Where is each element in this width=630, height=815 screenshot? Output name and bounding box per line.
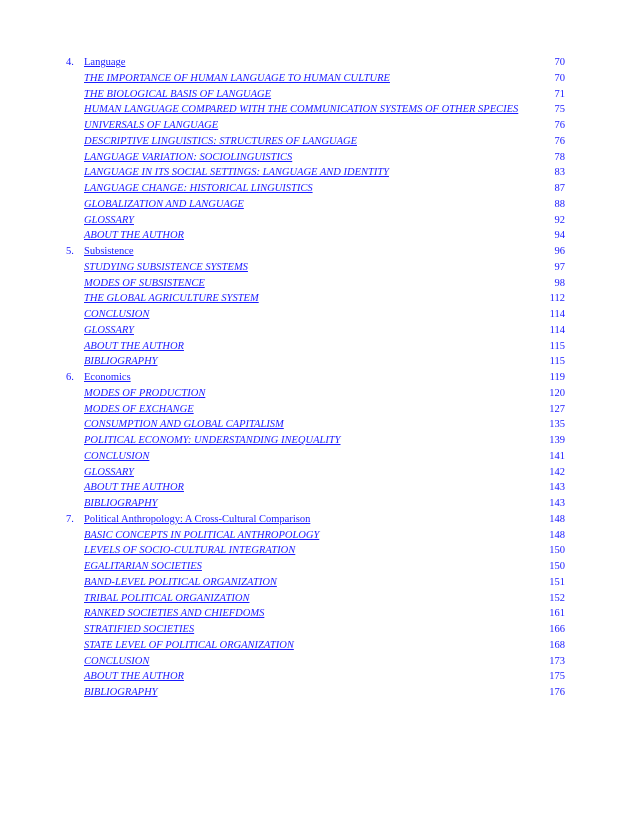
page-number: 152 bbox=[549, 592, 565, 604]
page-number: 76 bbox=[554, 120, 565, 131]
section-title-link[interactable]: POLITICAL ECONOMY: UNDERSTANDING INEQUALITY bbox=[84, 435, 341, 446]
page-number: 148 bbox=[549, 513, 565, 525]
toc-section-row bbox=[0, 165, 630, 181]
page-number: 92 bbox=[554, 214, 565, 226]
page-number: 142 bbox=[549, 466, 565, 478]
section-title-link[interactable]: GLOBALIZATION AND LANGUAGE bbox=[84, 198, 244, 210]
toc-section-row bbox=[0, 87, 630, 103]
chapter-title-link[interactable]: Language bbox=[84, 57, 126, 68]
page-number: 87 bbox=[554, 183, 565, 194]
toc-section-row bbox=[0, 181, 630, 197]
page-number: 166 bbox=[549, 624, 565, 635]
section-title-link[interactable]: CONCLUSION bbox=[84, 450, 150, 462]
toc-section-row bbox=[0, 71, 630, 87]
page-number: 173 bbox=[549, 655, 565, 667]
toc-section-row bbox=[0, 559, 630, 575]
section-title-link[interactable]: MODES OF SUBSISTENCE bbox=[84, 277, 205, 289]
chapter-title-link[interactable]: Subsistence bbox=[84, 246, 134, 257]
section-title-link[interactable]: ABOUT THE AUTHOR bbox=[84, 340, 184, 352]
page-number: 97 bbox=[554, 261, 565, 273]
section-title-link[interactable]: THE BIOLOGICAL BASIS OF LANGUAGE bbox=[84, 88, 272, 100]
toc-section-row bbox=[0, 606, 630, 622]
toc-section-row bbox=[0, 386, 630, 402]
page-number: 115 bbox=[549, 340, 565, 352]
toc-section-row bbox=[0, 465, 630, 481]
page-number: 175 bbox=[549, 671, 565, 683]
chapter-number: 7. bbox=[66, 513, 74, 525]
page-number: 143 bbox=[549, 498, 565, 509]
section-title-link[interactable]: ABOUT THE AUTHOR bbox=[84, 482, 184, 494]
toc-section-row bbox=[0, 669, 630, 685]
page-number: 119 bbox=[549, 372, 565, 383]
page-number: 70 bbox=[554, 57, 565, 68]
table-of-contents bbox=[0, 55, 630, 701]
section-title-link[interactable]: GLOSSARY bbox=[84, 466, 134, 478]
page-number: 98 bbox=[554, 277, 565, 289]
section-title-link[interactable]: BIBLIOGRAPHY bbox=[84, 356, 158, 368]
section-title-link[interactable]: RANKED SOCIETIES AND CHIEFDOMS bbox=[84, 608, 265, 620]
chapter-number: 4. bbox=[66, 57, 74, 68]
page-number: 148 bbox=[549, 529, 565, 541]
section-title-link[interactable]: TRIBAL POLITICAL ORGANIZATION bbox=[84, 592, 250, 604]
section-title-link[interactable]: BIBLIOGRAPHY bbox=[84, 687, 158, 698]
section-title-link[interactable]: ABOUT THE AUTHOR bbox=[84, 230, 184, 242]
page-number: 76 bbox=[554, 135, 565, 147]
toc-section-row bbox=[0, 622, 630, 638]
section-title-link[interactable]: STUDYING SUBSISTENCE SYSTEMS bbox=[84, 261, 248, 273]
chapter-number: 6. bbox=[66, 372, 74, 383]
section-title-link[interactable]: LANGUAGE CHANGE: HISTORICAL LINGUISTICS bbox=[84, 183, 313, 194]
toc-section-row bbox=[0, 323, 630, 339]
toc-section-row bbox=[0, 480, 630, 496]
page-number: 71 bbox=[554, 88, 565, 100]
section-title-link[interactable]: LANGUAGE IN ITS SOCIAL SETTINGS: LANGUAGE AND IDENTITY bbox=[84, 167, 390, 179]
page-number: 135 bbox=[549, 419, 565, 431]
chapter-number: 5. bbox=[66, 246, 74, 257]
page-number: 141 bbox=[549, 450, 565, 462]
toc-section-row bbox=[0, 291, 630, 307]
toc-section-row bbox=[0, 496, 630, 512]
page-number: 114 bbox=[549, 309, 565, 320]
toc-chapter-row bbox=[0, 512, 630, 528]
toc-section-row bbox=[0, 575, 630, 591]
section-title-link[interactable]: STRATIFIED SOCIETIES bbox=[84, 624, 195, 635]
section-title-link[interactable]: LEVELS OF SOCIO-CULTURAL INTEGRATION bbox=[84, 545, 296, 557]
section-title-link[interactable]: THE IMPORTANCE OF HUMAN LANGUAGE TO HUMAN CULTURE bbox=[84, 72, 390, 84]
page-number: 139 bbox=[549, 435, 565, 446]
page-number: 127 bbox=[549, 403, 565, 415]
section-title-link[interactable]: UNIVERSALS OF LANGUAGE bbox=[84, 120, 219, 131]
page-number: 150 bbox=[549, 545, 565, 557]
section-title-link[interactable]: BASIC CONCEPTS IN POLITICAL ANTHROPOLOGY bbox=[84, 529, 320, 541]
toc-section-row bbox=[0, 591, 630, 607]
page-number: 75 bbox=[554, 104, 565, 116]
page-number: 94 bbox=[554, 230, 565, 242]
section-title-link[interactable]: GLOSSARY bbox=[84, 214, 134, 226]
toc-section-row bbox=[0, 543, 630, 559]
page-number: 176 bbox=[549, 687, 565, 698]
section-title-link[interactable]: THE GLOBAL AGRICULTURE SYSTEM bbox=[84, 293, 259, 305]
page-number: 150 bbox=[549, 561, 565, 572]
toc-section-row bbox=[0, 213, 630, 229]
section-title-link[interactable]: STATE LEVEL OF POLITICAL ORGANIZATION bbox=[84, 639, 294, 651]
toc-section-row bbox=[0, 307, 630, 323]
section-title-link[interactable]: CONCLUSION bbox=[84, 309, 150, 320]
section-title-link[interactable]: BAND-LEVEL POLITICAL ORGANIZATION bbox=[84, 576, 277, 588]
toc-section-row bbox=[0, 197, 630, 213]
section-title-link[interactable]: BIBLIOGRAPHY bbox=[84, 498, 158, 509]
section-title-link[interactable]: CONSUMPTION AND GLOBAL CAPITALISM bbox=[84, 419, 284, 431]
page-number: 96 bbox=[554, 246, 565, 257]
toc-section-row bbox=[0, 654, 630, 670]
section-title-link[interactable]: LANGUAGE VARIATION: SOCIOLINGUISTICS bbox=[84, 151, 293, 163]
page-number: 143 bbox=[549, 482, 565, 494]
chapter-title-link[interactable]: Political Anthropology: A Cross-Cultural Comparison bbox=[84, 513, 311, 525]
page-number: 83 bbox=[554, 167, 565, 179]
toc-section-row bbox=[0, 228, 630, 244]
toc-section-row bbox=[0, 134, 630, 150]
toc-section-row bbox=[0, 150, 630, 166]
toc-section-row bbox=[0, 449, 630, 465]
page-number: 78 bbox=[554, 151, 565, 163]
toc-section-row bbox=[0, 417, 630, 433]
toc-section-row bbox=[0, 354, 630, 370]
section-title-link[interactable]: HUMAN LANGUAGE COMPARED WITH THE COMMUNICATION SYSTEMS OF OTHER SPECIES bbox=[84, 104, 519, 116]
section-title-link[interactable]: DESCRIPTIVE LINGUISTICS: STRUCTURES OF LANGUAGE bbox=[84, 135, 357, 147]
section-title-link[interactable]: EGALITARIAN SOCIETIES bbox=[84, 561, 202, 572]
page-number: 168 bbox=[549, 639, 565, 651]
page-number: 161 bbox=[549, 608, 565, 620]
page-number: 115 bbox=[549, 356, 565, 368]
section-title-link[interactable]: CONCLUSION bbox=[84, 655, 150, 667]
toc-section-row bbox=[0, 638, 630, 654]
page-number: 114 bbox=[549, 324, 565, 336]
page-number: 112 bbox=[549, 293, 565, 305]
toc-section-row bbox=[0, 276, 630, 292]
toc-chapter-row bbox=[0, 55, 630, 71]
page-number: 151 bbox=[549, 576, 565, 588]
chapter-title-link[interactable]: Economics bbox=[84, 372, 131, 383]
section-title-link[interactable]: ABOUT THE AUTHOR bbox=[84, 671, 184, 683]
section-title-link[interactable]: MODES OF PRODUCTION bbox=[84, 387, 206, 399]
section-title-link[interactable]: MODES OF EXCHANGE bbox=[84, 403, 194, 415]
toc-section-row bbox=[0, 685, 630, 701]
section-title-link[interactable]: GLOSSARY bbox=[84, 324, 134, 336]
toc-section-row bbox=[0, 260, 630, 276]
toc-section-row bbox=[0, 433, 630, 449]
toc-section-row bbox=[0, 528, 630, 544]
page-number: 70 bbox=[554, 72, 565, 84]
toc-section-row bbox=[0, 402, 630, 418]
toc-chapter-row bbox=[0, 244, 630, 260]
toc-section-row bbox=[0, 339, 630, 355]
toc-section-row bbox=[0, 118, 630, 134]
toc-section-row bbox=[0, 102, 630, 118]
page-number: 88 bbox=[554, 198, 565, 210]
toc-chapter-row bbox=[0, 370, 630, 386]
page-number: 120 bbox=[549, 387, 565, 399]
